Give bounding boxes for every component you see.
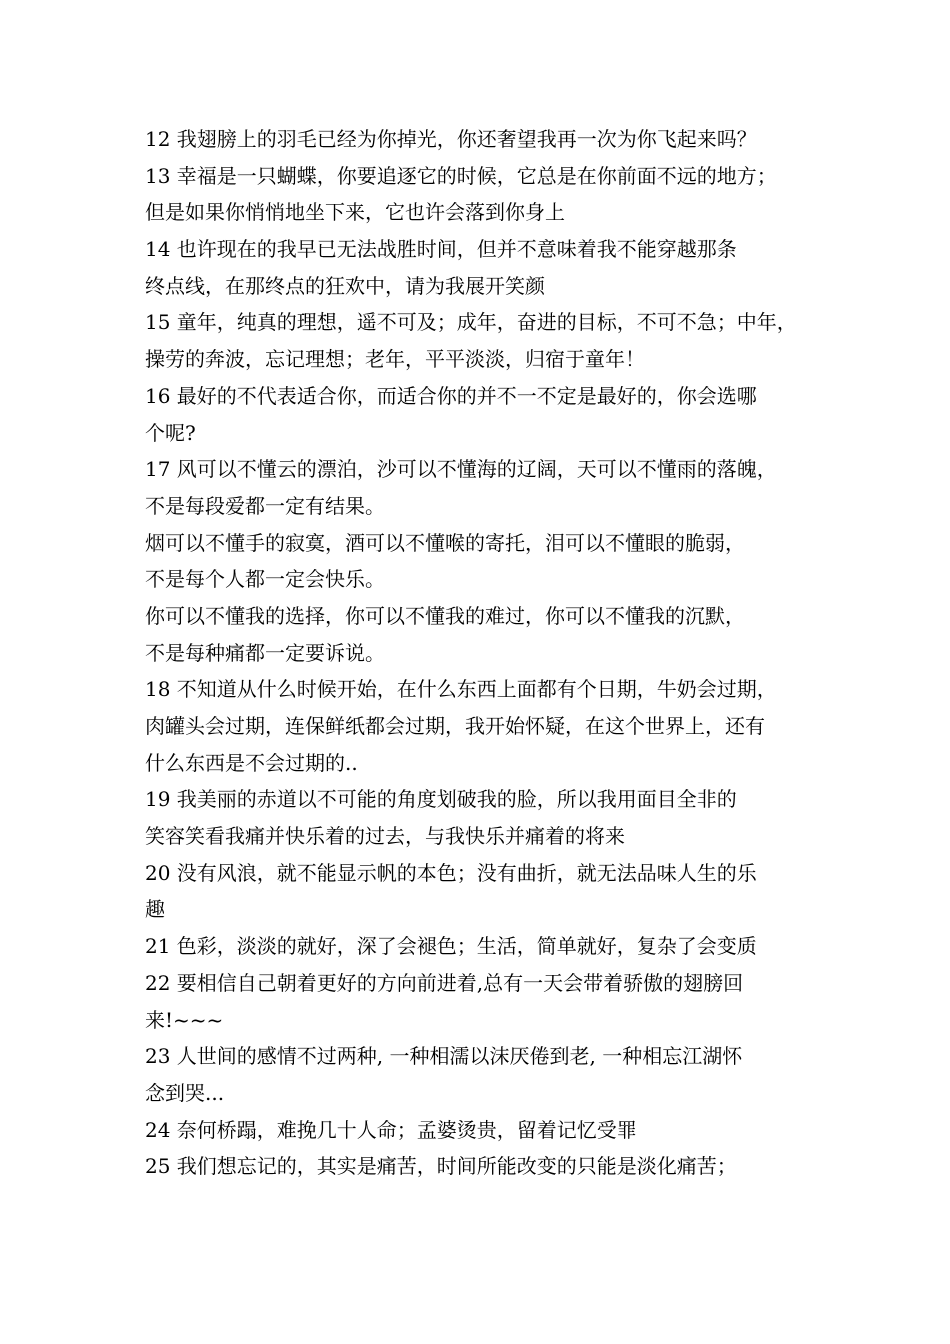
text-line: 念到哭... [145,1080,225,1105]
text-line: 24 奈何桥蹋，难挽几十人命；孟婆烫贵，留着记忆受罪 [145,1117,637,1142]
text-line: 17 风可以不懂云的漂泊，沙可以不懂海的辽阔，天可以不懂雨的落魄， [145,457,777,482]
text-line: 18 不知道从什么时候开始，在什么东西上面都有个日期，牛奶会过期， [145,677,777,702]
text-line: 终点线，在那终点的狂欢中，请为我展开笑颜 [145,273,545,298]
text-line: 你可以不懂我的选择，你可以不懂我的难过，你可以不懂我的沉默， [145,603,745,628]
text-line: 笑容笑看我痛并快乐着的过去，与我快乐并痛着的将来 [145,824,625,849]
text-line: 12 我翅膀上的羽毛已经为你掉光，你还奢望我再一次为你飞起来吗？ [145,127,757,151]
text-line: 21 色彩，淡淡的就好，深了会褪色；生活，简单就好，复杂了会变质 [145,934,757,959]
text-line: 15 童年，纯真的理想，遥不可及；成年，奋进的目标，不可不急；中年， [145,310,797,335]
text-line: 22 要相信自己朝着更好的方向前进着,总有一天会带着骄傲的翅膀回 [145,970,744,995]
text-line: 13 幸福是一只蝴蝶，你要追逐它的时候，它总是在你前面不远的地方； [145,163,777,188]
document-body [145,121,825,1185]
text-line: 不是每个人都一定会快乐。 [145,567,385,592]
text-line: 个呢? [145,420,196,445]
text-line: 25 我们想忘记的，其实是痛苦，时间所能改变的只能是淡化痛苦； [145,1154,737,1179]
text-line: 趣 [145,897,165,922]
text-line: 不是每种痛都一定要诉说。 [145,640,385,665]
text-line: 来!~~~ [145,1007,224,1032]
text-line: 14 也许现在的我早已无法战胜时间，但并不意味着我不能穿越那条 [145,237,737,262]
text-line: 23 人世间的感情不过两种, 一种相濡以沫厌倦到老, 一种相忘江湖怀 [145,1044,743,1069]
text-line: 20 没有风浪，就不能显示帆的本色；没有曲折，就无法品味人生的乐 [145,860,757,885]
text-line: 烟可以不懂手的寂寞，酒可以不懂喉的寄托，泪可以不懂眼的脆弱， [145,530,745,555]
text-line: 肉罐头会过期，连保鲜纸都会过期，我开始怀疑，在这个世界上，还有 [145,714,765,738]
text-line: 19 我美丽的赤道以不可能的角度划破我的脸，所以我用面目全非的 [145,787,737,812]
text-line: 操劳的奔波，忘记理想；老年，平平淡淡，归宿于童年！ [145,347,645,372]
text-line: 但是如果你悄悄地坐下来，它也许会落到你身上 [145,200,565,225]
text-line: 16 最好的不代表适合你，而适合你的并不一不定是最好的，你会选哪 [145,383,757,408]
text-line: 不是每段爱都一定有结果。 [145,493,385,518]
text-line: 什么东西是不会过期的.. [145,750,358,775]
